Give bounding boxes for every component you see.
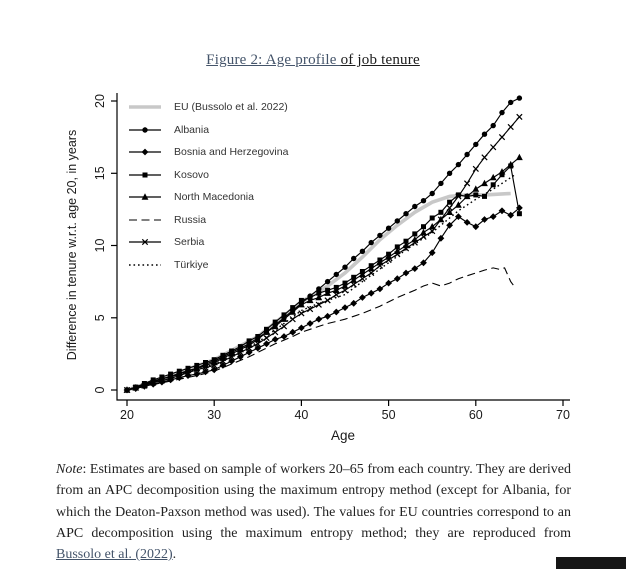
- note-label: Note: [56, 462, 83, 477]
- note-body: : Estimates are based on sample of workers 20–65 from each country. They are derived from an APC decomposition using the maximum entropy method (except for Albania, for which the Deaton-Paxson method was used). The values for EU countries correspond to an APC decomposition using the maximum entropy method; they are reproduced from: [56, 462, 571, 541]
- legend-item-bosnia: [128, 141, 288, 164]
- legend-label-kosovo: Kosovo: [174, 168, 210, 181]
- figure-reference-link[interactable]: Figure 2: Age profile: [206, 52, 341, 68]
- legend-item-serbia: [128, 231, 288, 254]
- legend-swatch-north-macedonia: [128, 191, 162, 203]
- legend-label-albania: Albania: [174, 123, 210, 136]
- legend-swatch-serbia: [128, 236, 162, 248]
- legend-swatch-bosnia: [128, 146, 162, 158]
- legend-swatch-albania: [128, 124, 162, 136]
- svg-text:20: 20: [120, 408, 134, 422]
- legend-label-eu: EU (Bussolo et al. 2022): [174, 101, 288, 114]
- svg-text:60: 60: [468, 408, 483, 422]
- svg-text:10: 10: [93, 238, 107, 253]
- legend-label-serbia: Serbia: [174, 236, 205, 249]
- legend-item-north-macedonia: [128, 186, 288, 209]
- legend-swatch-turkiye: [128, 259, 162, 271]
- bussolo-citation-link[interactable]: Bussolo et al. (2022): [56, 547, 173, 563]
- svg-text:70: 70: [556, 408, 570, 422]
- legend-item-albania: [128, 119, 288, 142]
- legend-label-russia: Russia: [174, 213, 207, 226]
- legend-label-turkiye: Türkiye: [174, 258, 209, 271]
- legend-item-eu: [128, 96, 288, 119]
- chart-legend: [128, 96, 288, 276]
- svg-text:0: 0: [93, 386, 107, 394]
- svg-text:30: 30: [207, 408, 222, 422]
- legend-swatch-kosovo: [128, 169, 162, 181]
- bottom-right-artifact: [556, 557, 626, 569]
- svg-text:40: 40: [294, 408, 309, 422]
- legend-label-north-macedonia: North Macedonia: [174, 191, 254, 204]
- legend-item-kosovo: [128, 164, 288, 187]
- svg-text:Difference in tenure w.r.t. ag: Difference in tenure w.r.t. age 20, in years: [65, 129, 79, 361]
- legend-label-bosnia: Bosnia and Herzegovina: [174, 146, 289, 159]
- note-tail: .: [172, 547, 177, 563]
- svg-text:Age: Age: [330, 428, 356, 443]
- legend-swatch-russia: [128, 214, 162, 226]
- legend-item-russia: [128, 209, 288, 232]
- figure-caption-text: of job tenure: [340, 52, 420, 68]
- svg-text:20: 20: [93, 94, 107, 108]
- legend-item-turkiye: [128, 254, 288, 277]
- svg-text:50: 50: [381, 408, 396, 422]
- figure-note: [56, 459, 571, 565]
- svg-text:5: 5: [93, 314, 107, 322]
- legend-swatch-eu: [128, 101, 162, 113]
- svg-text:15: 15: [93, 166, 107, 181]
